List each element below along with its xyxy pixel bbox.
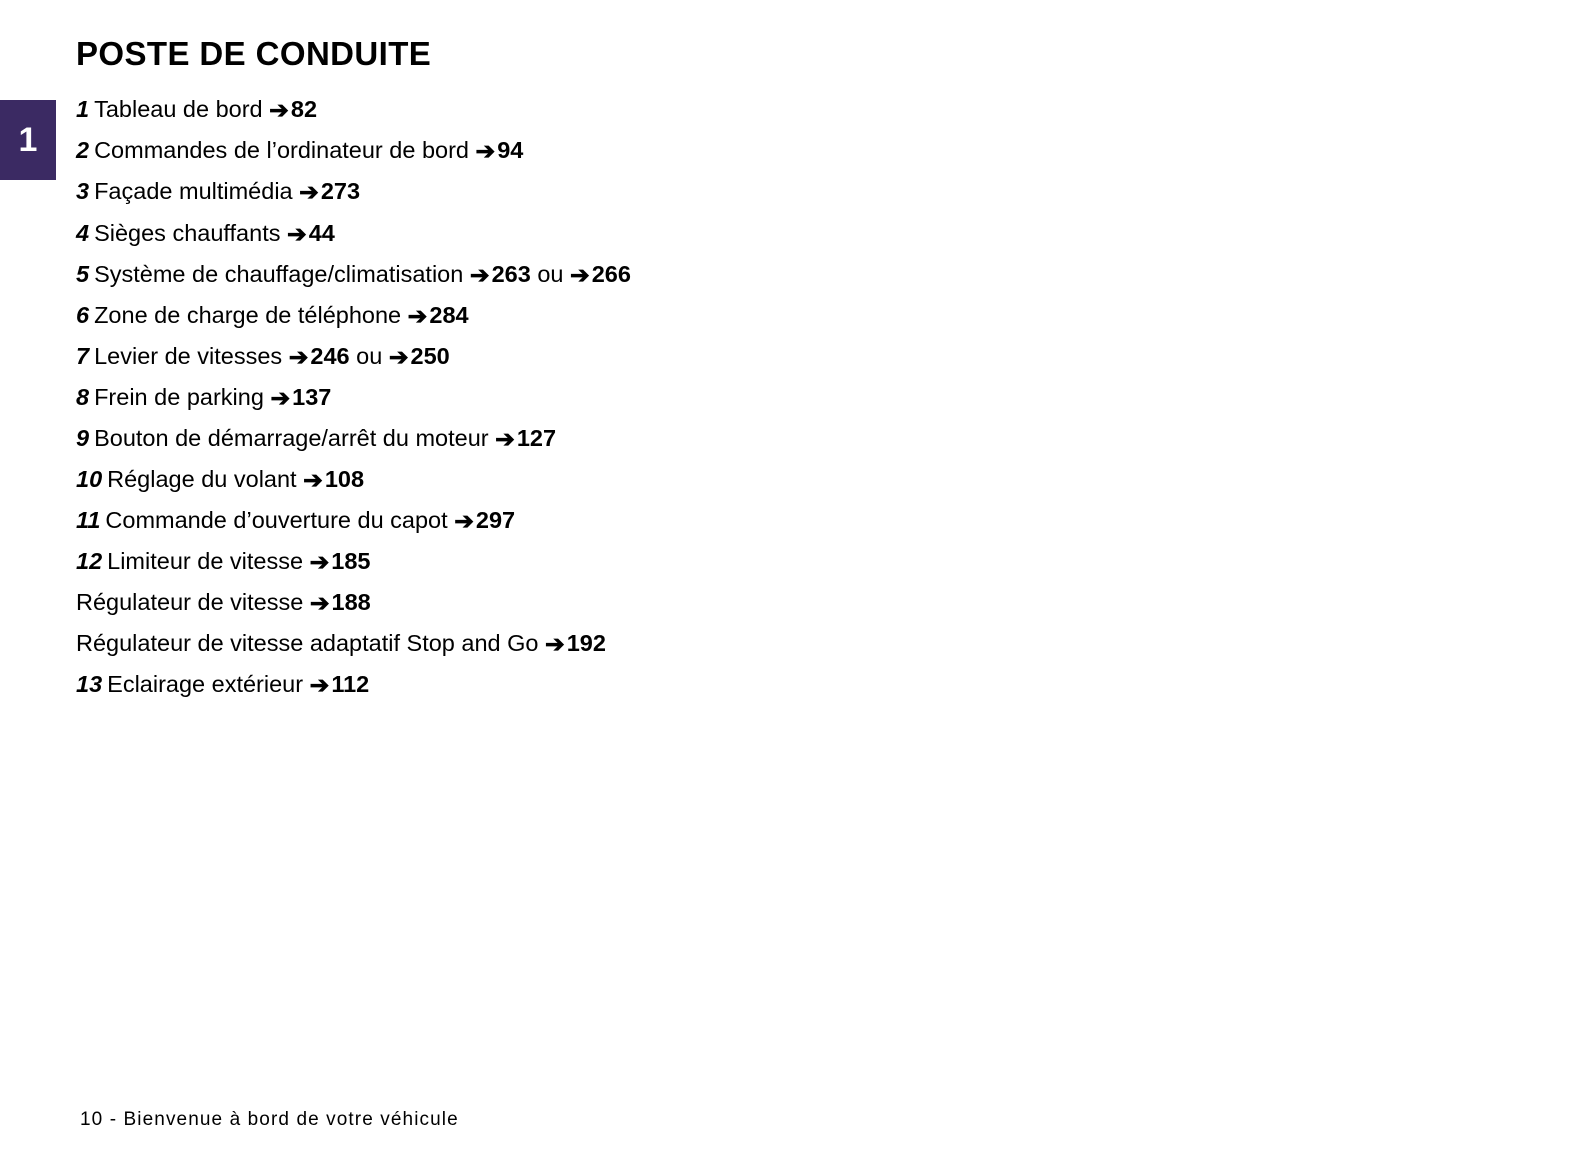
list-item bbox=[76, 259, 696, 289]
arrow-icon: ➔ bbox=[388, 343, 409, 370]
item-label: Tableau de bord bbox=[94, 96, 263, 123]
arrow-icon: ➔ bbox=[545, 631, 565, 658]
arrow-icon: ➔ bbox=[309, 672, 330, 699]
item-label: Sièges chauffants bbox=[94, 219, 281, 246]
list-item bbox=[76, 546, 696, 576]
item-number: 3 bbox=[76, 178, 90, 205]
page-number: 185 bbox=[331, 548, 371, 575]
page-reference bbox=[470, 261, 531, 287]
item-label: Zone de charge de téléphone bbox=[94, 301, 402, 328]
page-number: 246 bbox=[310, 342, 350, 369]
item-label: Bouton de démarrage/arrêt du moteur bbox=[94, 424, 489, 451]
arrow-icon: ➔ bbox=[309, 549, 330, 576]
list-item bbox=[76, 176, 696, 206]
item-label: Eclairage extérieur bbox=[107, 671, 304, 698]
page-content bbox=[76, 36, 696, 710]
item-label: Régulateur de vitesse bbox=[76, 589, 304, 616]
list-item bbox=[76, 382, 696, 412]
arrow-icon: ➔ bbox=[407, 302, 428, 329]
page-reference bbox=[454, 507, 515, 533]
page-reference bbox=[299, 178, 360, 204]
page-number: 127 bbox=[516, 424, 557, 451]
item-number: 2 bbox=[76, 137, 90, 164]
arrow-icon: ➔ bbox=[288, 343, 309, 370]
item-label: Commande d’ouverture du capot bbox=[105, 507, 448, 534]
list-item bbox=[76, 505, 696, 535]
page-number: 188 bbox=[331, 589, 371, 616]
list-item bbox=[76, 300, 696, 330]
list-item bbox=[76, 628, 696, 658]
item-label: Frein de parking bbox=[94, 383, 264, 410]
item-number: 7 bbox=[76, 342, 90, 369]
arrow-icon: ➔ bbox=[495, 425, 515, 452]
item-number: 11 bbox=[76, 507, 101, 534]
item-number: 13 bbox=[76, 671, 103, 698]
item-number: 5 bbox=[76, 260, 90, 287]
page-number: 112 bbox=[331, 671, 370, 698]
list-item bbox=[76, 94, 696, 124]
page-reference bbox=[495, 425, 556, 451]
page-reference bbox=[270, 384, 331, 410]
page-number: 297 bbox=[475, 507, 516, 534]
list-item bbox=[76, 135, 696, 165]
conjunction: ou bbox=[537, 260, 564, 287]
item-number: 9 bbox=[76, 424, 90, 451]
page-title: POSTE DE CONDUITE bbox=[76, 35, 432, 72]
list-item bbox=[76, 587, 696, 617]
item-number: 6 bbox=[76, 301, 90, 328]
page-number: 192 bbox=[566, 630, 606, 657]
item-label: Commandes de l’ordinateur de bord bbox=[94, 137, 469, 164]
item-number: 12 bbox=[76, 548, 103, 575]
arrow-icon: ➔ bbox=[309, 590, 330, 617]
page-number: 82 bbox=[290, 96, 318, 123]
page-number: 137 bbox=[292, 383, 332, 410]
page-number: 250 bbox=[410, 342, 450, 369]
page-number: 284 bbox=[429, 301, 469, 328]
page-reference bbox=[545, 630, 606, 656]
item-label: Façade multimédia bbox=[94, 178, 293, 205]
list-item bbox=[76, 218, 696, 248]
arrow-icon: ➔ bbox=[469, 261, 490, 288]
component-list bbox=[76, 94, 696, 699]
arrow-icon: ➔ bbox=[269, 97, 289, 124]
page-reference bbox=[408, 302, 469, 328]
item-number: 4 bbox=[76, 219, 90, 246]
page-reference bbox=[269, 96, 317, 122]
arrow-icon: ➔ bbox=[287, 220, 307, 247]
page-reference bbox=[289, 343, 350, 369]
item-number: 1 bbox=[76, 96, 90, 123]
page-number: 108 bbox=[324, 466, 365, 492]
arrow-icon: ➔ bbox=[299, 179, 319, 206]
page-reference-alt bbox=[570, 261, 631, 287]
page-footer: 10 - Bienvenue à bord de votre véhicule bbox=[80, 1109, 459, 1130]
list-item bbox=[76, 341, 696, 371]
page-reference bbox=[310, 671, 370, 697]
list-item bbox=[76, 669, 696, 699]
arrow-icon: ➔ bbox=[454, 508, 474, 535]
page-reference bbox=[476, 137, 524, 163]
item-label: Levier de vitesses bbox=[94, 342, 283, 369]
item-label: Réglage du volant bbox=[107, 466, 297, 492]
chapter-number: 1 bbox=[18, 120, 38, 159]
item-number: 10 bbox=[76, 466, 103, 492]
page-reference bbox=[310, 548, 371, 574]
page-number: 44 bbox=[308, 219, 335, 246]
chapter-tab bbox=[0, 100, 56, 180]
page-reference-alt bbox=[389, 343, 450, 369]
page-number: 266 bbox=[591, 260, 631, 287]
arrow-icon: ➔ bbox=[303, 467, 323, 493]
page-reference bbox=[303, 466, 364, 492]
item-number: 8 bbox=[76, 383, 90, 410]
arrow-icon: ➔ bbox=[270, 384, 291, 411]
page-number: 263 bbox=[491, 260, 531, 287]
list-item bbox=[76, 423, 696, 453]
page-number: 273 bbox=[320, 178, 361, 205]
arrow-icon: ➔ bbox=[569, 261, 590, 288]
item-label: Limiteur de vitesse bbox=[107, 548, 304, 575]
list-item bbox=[76, 464, 696, 494]
page-number: 94 bbox=[497, 137, 524, 164]
arrow-icon: ➔ bbox=[475, 138, 496, 165]
conjunction: ou bbox=[356, 342, 383, 369]
item-label: Régulateur de vitesse adaptatif Stop and Go bbox=[76, 630, 539, 657]
page-reference bbox=[287, 220, 335, 246]
page-reference bbox=[310, 589, 371, 615]
item-label: Système de chauffage/climatisation bbox=[94, 260, 464, 287]
